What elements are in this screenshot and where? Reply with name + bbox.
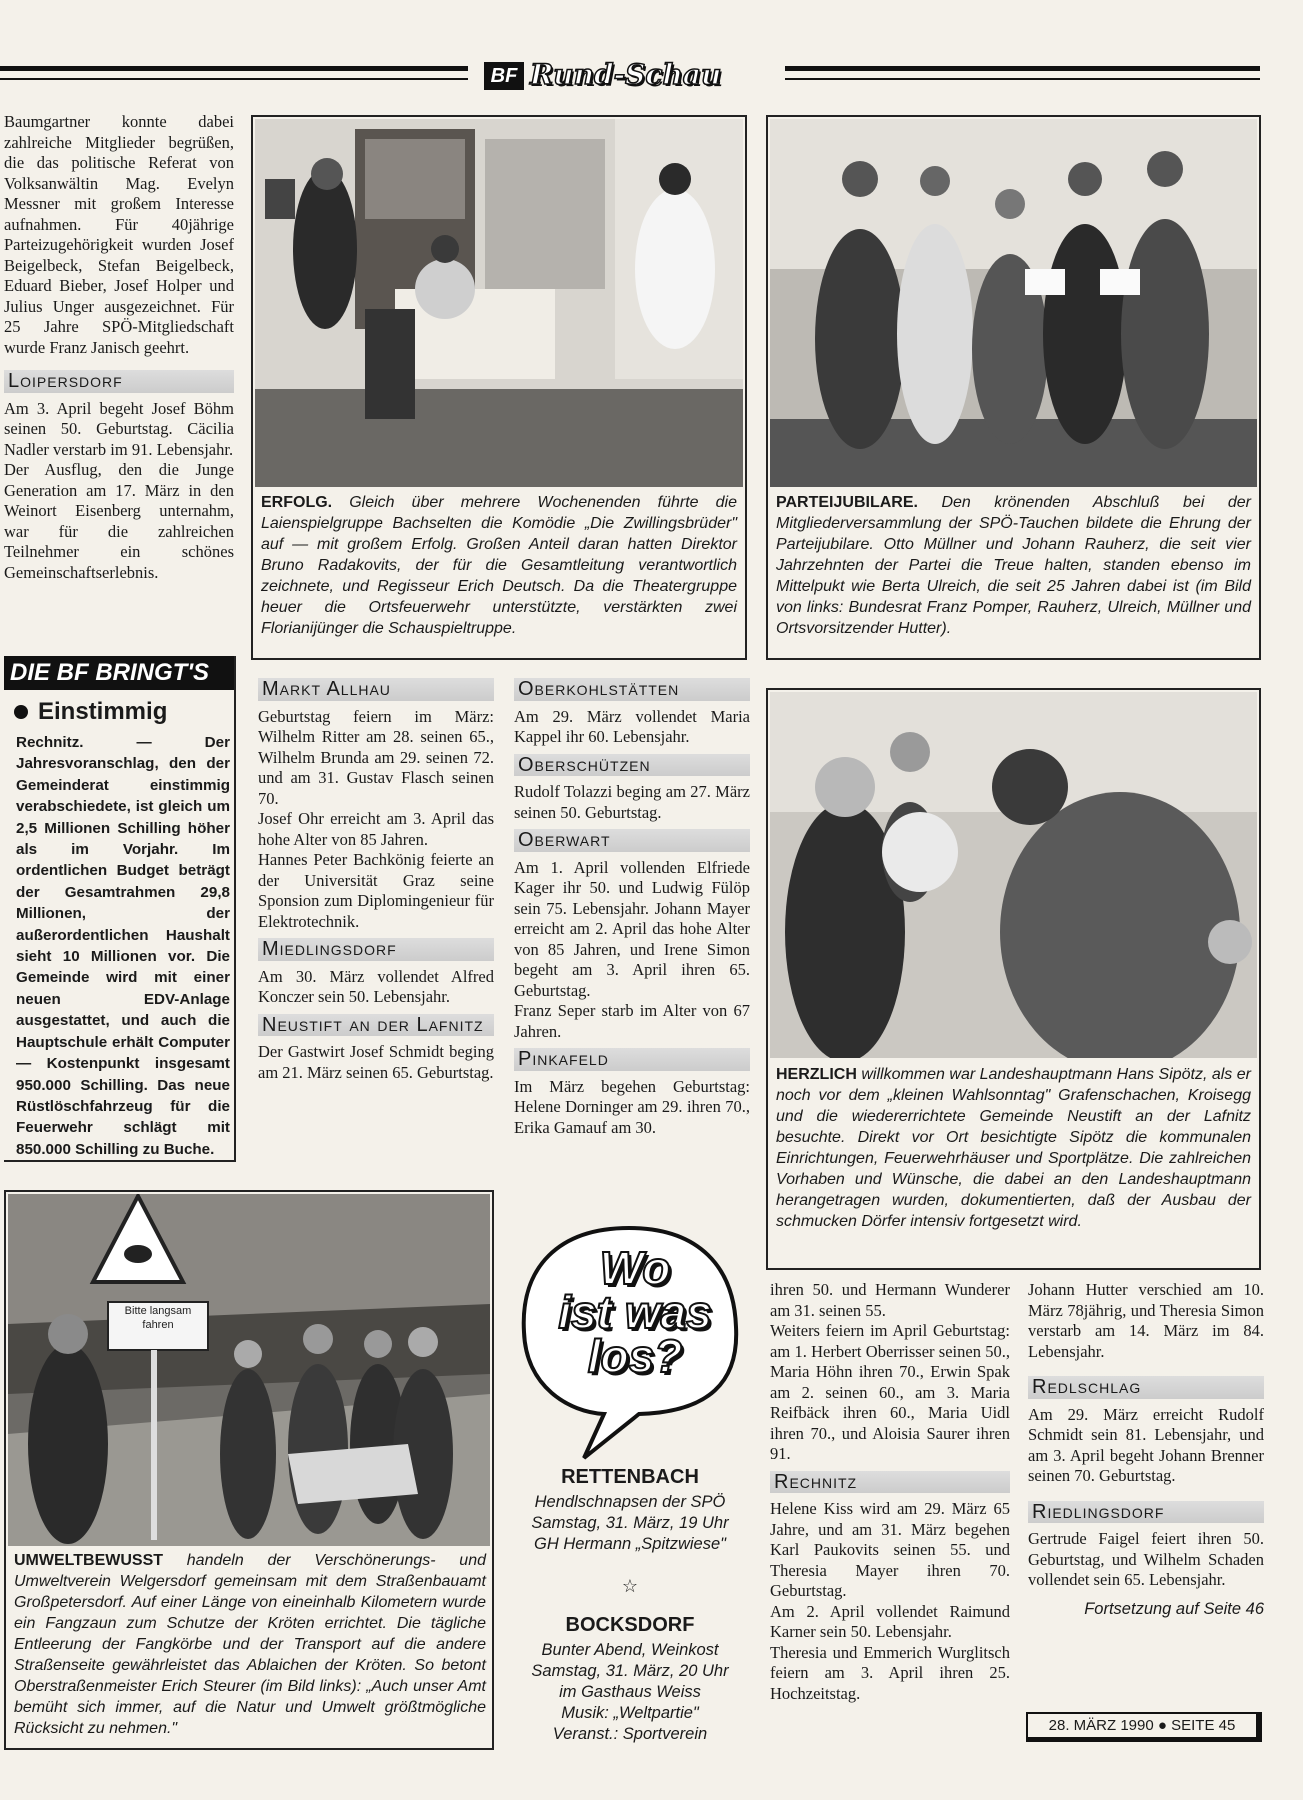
event-2-line-2: Samstag, 31. März, 20 Uhr <box>531 1662 729 1680</box>
theater-photo <box>255 119 743 487</box>
star-divider: ☆ <box>621 1576 639 1597</box>
markt-text-3: Hannes Peter Bachkönig feierte an der Universität Graz seine Sponsion zum Diplomingenieur für Elektrotechnik. <box>258 850 494 931</box>
event-2 <box>510 1612 750 1745</box>
rechnitz-text-1: Helene Kiss wird am 29. März 65 Jahre, und am 31. März begehen Karl Paukovits seinen 55. und Theresia Mayer ihren 70. Geburtstag. <box>770 1499 1010 1600</box>
event-2-line-5: Veranst.: Sportverein <box>552 1725 708 1743</box>
caption-herzlich <box>776 1064 1251 1232</box>
event-1-line-2: Samstag, 31. März, 19 Uhr <box>531 1514 729 1532</box>
event-1-line-1: Hendlschnapsen der SPÖ <box>534 1493 726 1511</box>
section-head-markt-allhau: Markt Allhau <box>258 678 494 701</box>
bringts-box <box>4 656 236 1162</box>
mied-text-1: Am 30. März vollendet Alfred Konczer sein 50. Lebensjahr. <box>258 966 494 1006</box>
caption-umwelt-text: handeln der Verschönerungs- und Umweltverein Welgersdorf gemeinsam mit dem Straßenbauamt Großpetersdorf. Auf einer Länge von eineinhalb Kilometern wurde ein Fangzaun zum Schutze der Kröten errichtet. Die tägliche Entleerung der Fangkörbe und der Transport auf die andere Straßenseite gewährleistet das Ablaichen der Kröten. So betont Oberstraßenmeister Erich Steurer (im Bild links): „Auch unser Amt bemüht sich immer, auf die Natur und Umwelt größtmögliche Rücksicht zu nehmen." <box>14 1552 486 1737</box>
markt-text-1: Geburtstag feiern im März: Wilhelm Ritter am 28. seinen 65., Wilhelm Brunda am 29. seinen 72. und am 31. Gustav Flasch seinen 70. <box>258 706 494 808</box>
column-1 <box>4 112 234 583</box>
photo-box-erfolg <box>251 115 747 660</box>
footer-date: 28. MÄRZ 1990 <box>1048 1717 1154 1734</box>
section-head-loipersdorf: Loipersdorf <box>4 370 234 393</box>
caption-erfolg-lead: ERFOLG. <box>261 494 333 511</box>
masthead <box>0 58 1260 92</box>
col5-text-1: Johann Hutter verschied am 10. März 78jährig, und Theresia Simon verstarb am 14. März im 84. Lebensjahr. <box>1028 1280 1264 1361</box>
masthead-rule-right <box>785 66 1260 80</box>
pinkafeld-text-1: Im März begehen Geburtstag: Helene Dorninger am 29. ihren 70., Erika Gamauf am 30. <box>514 1076 750 1137</box>
column-5 <box>1028 1280 1264 1619</box>
section-head-oberschuetzen: Oberschützen <box>514 754 750 777</box>
obw-text-2: Franz Seper starb im Alter von 67 Jahren. <box>514 1001 750 1041</box>
markt-text-2: Josef Ohr erreicht am 3. April das hohe Alter von 85 Jahren. <box>258 809 494 849</box>
events-box <box>510 1222 750 1762</box>
loipersdorf-text-2: Der Ausflug, den die Junge Generation am 17. März in den Weinort Eisenberg unternahm, war für die zahlreichen Teilnehmer ein schönes Gemeinschaftserlebnis. <box>4 460 234 582</box>
section-head-neustift: Neustift an der Lafnitz <box>258 1014 494 1037</box>
col4-text-1: ihren 50. und Hermann Wunderer am 31. seinen 55. <box>770 1280 1010 1320</box>
masthead-logo: BF <box>484 62 524 90</box>
event-2-line-3: im Gasthaus Weiss <box>559 1683 701 1701</box>
caption-erfolg-text: Gleich über mehrere Wochenenden führte die Laienspielgruppe Bachselten die Komödie „Die Zwillingsbrüder" auf — mit großem Erfolg. Großen Anteil daran hatten Direktor Bruno Radakovits, der für die Gesamtleitung verantwortlich zeichnete, und Regisseur Erich Deutsch. Da die Theatergruppe heuer die Ortsfeuerwehr unterstützte, verstärkten zwei Florianijünger die Schauspieltruppe. <box>261 494 737 637</box>
section-head-pinkafeld: Pinkafeld <box>514 1048 750 1071</box>
rechnitz-text-2: Am 2. April vollendet Raimund Karner sein 50. Lebensjahr. <box>770 1601 1010 1641</box>
column-2 <box>258 672 494 1083</box>
caption-umwelt-lead: UMWELTBEWUSST <box>14 1552 164 1569</box>
photo-box-umwelt <box>4 1190 494 1750</box>
event-2-line-1: Bunter Abend, Weinkost <box>541 1641 719 1659</box>
column-4 <box>770 1280 1010 1704</box>
event-1-place: RETTENBACH <box>561 1466 699 1488</box>
party-photo <box>770 119 1257 487</box>
bubble-text: Wo ist was los? <box>558 1242 712 1382</box>
section-head-oberkohlstaetten: Oberkohlstätten <box>514 678 750 701</box>
obs-text-1: Rudolf Tolazzi beging am 27. März seinen 50. Geburtstag. <box>514 782 750 822</box>
footer-page: SEITE 45 <box>1171 1717 1236 1734</box>
obk-text-1: Am 29. März vollendet Maria Kappel ihr 60. Lebensjahr. <box>514 706 750 746</box>
visit-photo <box>770 692 1257 1058</box>
caption-partei-lead: PARTEIJUBILARE. <box>776 494 918 511</box>
bringts-body: Rechnitz. — Der Jahresvoranschlag, den der Gemeinderat einstimmig verabschiedete, ist gleich um 2,5 Millionen Schilling höher als im Vorjahr. Im ordentlichen Budget beträgt der Gesamtrahmen 29,8 Millionen, der außerordentlichen Haushalt sieht 10 Millionen vor. Die Gemeinde wird mit einer neuen EDV-Anlage ausgestattet, und auch die Hauptschule erhält Computer — Kostenpunkt insgesamt 950.000 Schilling. Das neue Rüstlöschfahrzeug für die Feuerwehr schlägt mit 850.000 Schilling zu Buche. <box>16 734 230 1158</box>
page-footer <box>1026 1712 1262 1742</box>
event-1 <box>510 1464 750 1555</box>
footer-bullet: ● <box>1157 1717 1167 1734</box>
event-1-line-3: GH Hermann „Spitzwiese" <box>534 1535 726 1553</box>
event-2-place: BOCKSDORF <box>565 1614 695 1636</box>
bullet-icon <box>14 705 28 719</box>
continuation-note: Fortsetzung auf Seite 46 <box>1084 1599 1264 1618</box>
caption-partei-text: Den krönenden Abschluß bei der Mitgliederversammlung der SPÖ-Tauchen bildete die Ehrung der Parteijubilare. Otto Müllner und Johann Rauherz, die seit vier Jahrzehnten der Partei die Treue halten, standen ebenso im Mittelpukt wie Berta Ulreich, die seit 25 Jahren dabei ist (im Bild von links: Bundesrat Franz Pomper, Rauherz, Ulreich, Müllner und Ortsvorsitzender Hutter). <box>776 494 1252 637</box>
redlschlag-text-1: Am 29. März erreicht Rudolf Schmidt sein 81. Lebensjahr, und am 3. April begeht Johann Brenner seinen 70. Geburtstag. <box>1028 1404 1264 1485</box>
section-head-redlschlag: Redlschlag <box>1028 1376 1264 1399</box>
column-3 <box>514 672 750 1138</box>
rechnitz-text-3: Theresia und Emmerich Wurglitsch feiern am 3. April ihren 25. Hochzeitstag. <box>770 1642 1010 1703</box>
photo-box-herzlich <box>766 688 1261 1270</box>
section-head-riedlingsdorf: Riedlingsdorf <box>1028 1501 1264 1524</box>
caption-erfolg <box>261 492 737 639</box>
caption-partei <box>776 492 1251 639</box>
photo-box-partei <box>766 115 1261 660</box>
masthead-title: Rund-Schau <box>530 58 722 91</box>
road-sign-text: Bitte langsam fahren <box>124 1305 192 1331</box>
loipersdorf-text-1: Am 3. April begeht Josef Böhm seinen 50. Geburtstag. Cäcilia Nadler verstarb im 91. Lebensjahr. <box>4 398 234 459</box>
obw-text-1: Am 1. April vollenden Elfriede Kager ihr 50. und Ludwig Fülöp sein 75. Lebensjahr. Johann Mayer erreicht am 2. April das hohe Alter von 85 Jahren, und Irene Simon begeht am 3. April ihren 65. Geburtstag. <box>514 857 750 1000</box>
bringts-title: Einstimmig <box>38 698 168 725</box>
caption-herzlich-lead: HERZLICH <box>776 1066 857 1083</box>
col4-text-2: Weiters feiern im April Geburtstag: am 1. Herbert Oberrisser seinen 50., Maria Höhn ihren 70., Erwin Spak am 2. seinen 60., am 3. Maria Reifbäck ihren 60., Maria Uidl ihren 70., und Aloisia Saurer ihren 91. <box>770 1321 1010 1463</box>
intro-text: Baumgartner konnte dabei zahlreiche Mitglieder begrüßen, die das politische Referat von Volksanwältin Mag. Evelyn Messner mit großem Interesse aufnahmen. Für 40jährige Parteizugehörigkeit wurden Josef Beigelbeck, Stefan Beigelbeck, Eduard Bieber, Josef Holper und Julius Unger ausgezeichnet. Für 25 Jahre SPÖ-Mitgliedschaft wurde Franz Janisch geehrt. <box>4 112 234 357</box>
masthead-rule-left <box>0 66 468 80</box>
caption-herzlich-text: willkommen war Landeshauptmann Hans Sipötz, als er noch vor dem „kleinen Wahlsonntag" Grafenschachen, Kroisegg und die wiedererrichtete Gemeinde Neustift an der Lafnitz besuchte. Direkt vor Ort besichtigte Sipötz die kommunalen Einrichtungen, Feuerwehrhäuser und Sportplätze. Die zahlreichen Vorhaben und Wünsche, die dabei an den Landeshauptmann herangetragen wurden, dokumentierten, daß der Ausbau der schmucken Dörfer intensiv fortgesetzt wird. <box>776 1066 1251 1230</box>
event-2-line-4: Musik: „Weltpartie" <box>561 1704 699 1722</box>
toad-fence-photo <box>8 1194 490 1546</box>
section-head-oberwart: Oberwart <box>514 829 750 852</box>
riedlingsdorf-text-1: Gertrude Faigel feiert ihren 50. Geburtstag, und Wilhelm Schaden vollendet sein 65. Lebensjahr. <box>1028 1529 1264 1589</box>
caption-umwelt <box>14 1550 486 1739</box>
section-head-miedlingsdorf: Miedlingsdorf <box>258 938 494 961</box>
bringts-banner: DIE BF BRINGT'S <box>4 656 234 690</box>
neustift-text-1: Der Gastwirt Josef Schmidt beging am 21. März seinen 65. Geburtstag. <box>258 1042 494 1082</box>
section-head-rechnitz: Rechnitz <box>770 1471 1010 1494</box>
